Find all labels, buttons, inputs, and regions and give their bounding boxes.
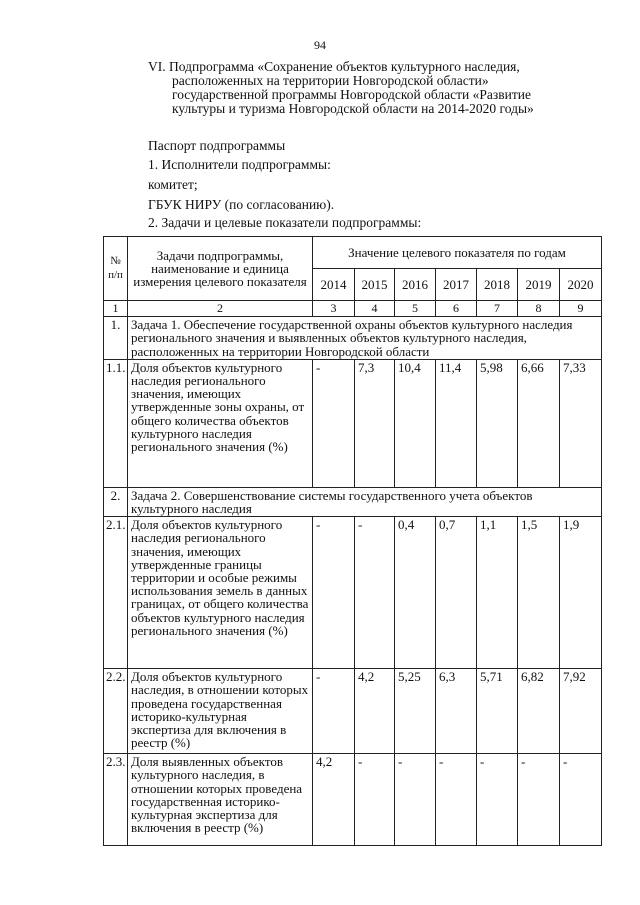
header-values: Значение целевого показателя по годам: [313, 237, 602, 269]
heading-line-4: культуры и туризма Новгородской области на 2014-2020 годы»: [172, 101, 534, 116]
value-cell: 1,1: [477, 517, 518, 669]
page-number: 94: [314, 38, 326, 52]
value-cell: 5,98: [477, 359, 518, 487]
value-cell: 10,4: [395, 359, 436, 487]
row-text: Доля объектов культурного наследия регионального значения, имеющих утвержденные границы территории и особые режимы использования земель в данных границах, от общего количества объектов культурного наследия регионального значения (%): [128, 517, 313, 669]
table-row: [104, 517, 602, 669]
year-2014: 2014: [313, 269, 355, 301]
row-num: 2.1.: [104, 517, 128, 669]
tasks-table: [103, 236, 602, 846]
value-cell: 6,82: [518, 669, 560, 754]
value-cell: 6,3: [436, 669, 477, 754]
task-2-row: [104, 487, 602, 516]
value-cell: -: [477, 754, 518, 846]
index-cell: 5: [395, 301, 436, 317]
year-2018: 2018: [477, 269, 518, 301]
value-cell: -: [313, 517, 355, 669]
index-row: [104, 301, 602, 317]
value-cell: 5,71: [477, 669, 518, 754]
value-cell: -: [395, 754, 436, 846]
heading-line-2: расположенных на территории Новгородской области»: [172, 73, 489, 88]
heading-line-3: государственной программы Новгородской области «Развитие: [172, 87, 531, 102]
table-row: [104, 669, 602, 754]
row-num: 1.1.: [104, 359, 128, 487]
row-text: Доля объектов культурного наследия, в отношении которых проведена государственная историко-культурная экспертиза для включения в реестр (%): [128, 669, 313, 754]
heading-line-1: VI. Подпрограмма «Сохранение объектов культурного наследия,: [148, 59, 520, 74]
task-1-num: 1.: [104, 317, 128, 360]
value-cell: 6,66: [518, 359, 560, 487]
index-cell: 1: [104, 301, 128, 317]
header-num: № п/п: [104, 237, 128, 301]
row-num: 2.3.: [104, 754, 128, 846]
row-text: Доля объектов культурного наследия регионального значения, имеющих утвержденные зоны охраны, от общего количества объектов культурного наследия регионального значения (%): [128, 359, 313, 487]
index-cell: 6: [436, 301, 477, 317]
value-cell: 7,92: [560, 669, 602, 754]
value-cell: -: [560, 754, 602, 846]
value-cell: 7,33: [560, 359, 602, 487]
index-cell: 7: [477, 301, 518, 317]
task-1-text: Задача 1. Обеспечение государственной охраны объектов культурного наследия регионального значения и выявленных объектов культурного наследия, расположенных на территории Новгородской области: [128, 317, 602, 360]
value-cell: -: [518, 754, 560, 846]
header-task: Задачи подпрограммы, наименование и единица измерения целевого показателя: [128, 237, 313, 301]
subprogram-heading: [148, 60, 588, 116]
value-cell: 4,2: [355, 669, 395, 754]
task-1-row: [104, 317, 602, 360]
executor-committee: комитет;: [148, 177, 198, 192]
value-cell: 1,5: [518, 517, 560, 669]
task-2-text: Задача 2. Совершенствование системы государственного учета объектов культурного наследия: [128, 487, 602, 516]
value-cell: 11,4: [436, 359, 477, 487]
row-text: Доля выявленных объектов культурного наследия, в отношении которых проведена государственная историко-культурная экспертиза для включения в реестр (%): [128, 754, 313, 846]
table-row: [104, 359, 602, 487]
table-row: [104, 754, 602, 846]
table-header-row: [104, 237, 602, 269]
executor-gbuk: ГБУК НИРУ (по согласованию).: [148, 197, 335, 212]
value-cell: 5,25: [395, 669, 436, 754]
year-2019: 2019: [518, 269, 560, 301]
task-2-num: 2.: [104, 487, 128, 516]
index-cell: 9: [560, 301, 602, 317]
year-2016: 2016: [395, 269, 436, 301]
value-cell: -: [355, 517, 395, 669]
index-cell: 2: [128, 301, 313, 317]
value-cell: 0,4: [395, 517, 436, 669]
index-cell: 4: [355, 301, 395, 317]
executors-label: 1. Исполнители подпрограммы:: [148, 157, 331, 172]
tasks-label: 2. Задачи и целевые показатели подпрограммы:: [148, 215, 422, 230]
value-cell: -: [355, 754, 395, 846]
value-cell: 1,9: [560, 517, 602, 669]
passport-title: Паспорт подпрограммы: [148, 138, 286, 153]
index-cell: 8: [518, 301, 560, 317]
value-cell: 0,7: [436, 517, 477, 669]
year-2020: 2020: [560, 269, 602, 301]
year-2015: 2015: [355, 269, 395, 301]
value-cell: 4,2: [313, 754, 355, 846]
value-cell: 7,3: [355, 359, 395, 487]
value-cell: -: [313, 359, 355, 487]
year-2017: 2017: [436, 269, 477, 301]
row-num: 2.2.: [104, 669, 128, 754]
value-cell: -: [436, 754, 477, 846]
value-cell: -: [313, 669, 355, 754]
index-cell: 3: [313, 301, 355, 317]
